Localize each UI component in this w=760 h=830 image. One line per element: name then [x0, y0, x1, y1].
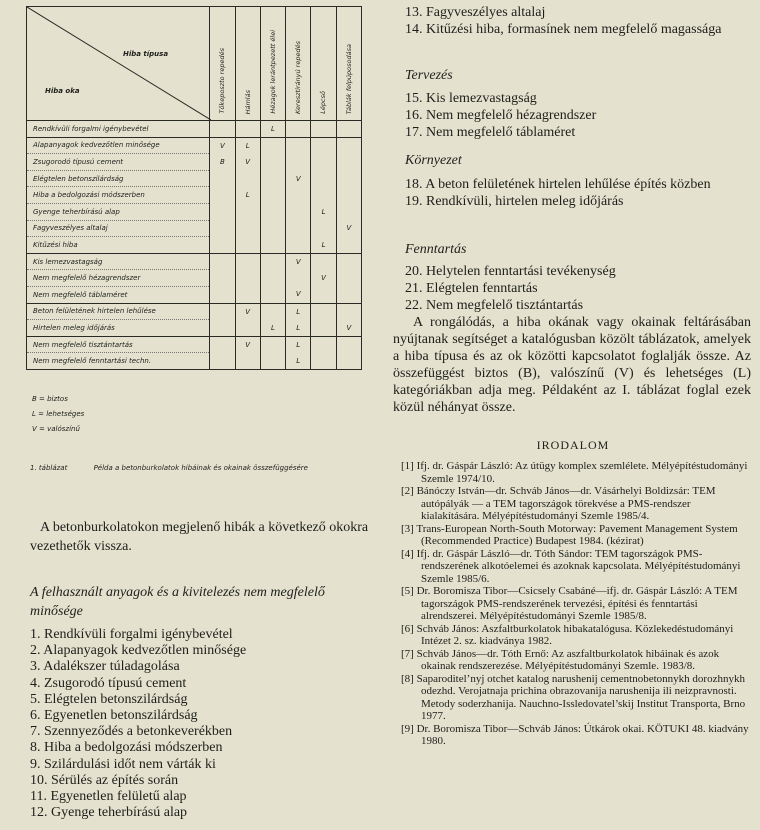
mark-cell: [311, 220, 336, 237]
mark-cell: [210, 220, 235, 237]
list-item: 7. Szennyeződés a betonkeverékben: [30, 724, 233, 740]
column-header: Tőkeposzto repedés: [210, 7, 235, 121]
mark-cell: B: [210, 154, 235, 171]
mark-cell: [311, 170, 336, 187]
cause-cell: Hirtelen meleg időjárás: [27, 320, 210, 337]
list-item: 17. Nem megfelelő táblaméret: [405, 125, 576, 140]
mark-cell: [336, 237, 361, 254]
legend-item: B = biztos: [32, 395, 68, 403]
right-column: [393, 0, 753, 830]
mark-cell: [235, 237, 260, 254]
mark-cell: [260, 170, 285, 187]
cause-cell: Gyenge teherbírású alap: [27, 203, 210, 220]
mark-cell: [336, 154, 361, 171]
list-item: 13. Fagyveszélyes altalaj: [405, 5, 546, 20]
table-row: [27, 237, 362, 254]
list-item: 16. Nem megfelelő hézagrendszer: [405, 108, 597, 123]
reference-item: [7] Schváb János—dr. Tóth Ernő: Az aszfaltburkolatok hibáinak és azok okainak rendszerezése. Mélyépítéstudományi Szemle. 1983/8.: [401, 647, 720, 672]
table-row: [27, 336, 362, 353]
cause-cell: Kis lemezvastagság: [27, 253, 210, 270]
mark-cell: [235, 270, 260, 287]
intro-paragraph: A betonburkolatokon megjelenő hibák a következő okokra vezethetők vissza.: [30, 520, 369, 554]
table-row: [27, 154, 362, 171]
legend-item: L = lehetséges: [32, 410, 85, 418]
mark-cell: [336, 336, 361, 353]
list-item: 15. Kis lemezvastagság: [405, 91, 537, 106]
mark-cell: V: [336, 220, 361, 237]
references-list: [401, 460, 751, 748]
mark-cell: V: [286, 253, 311, 270]
mark-cell: [311, 336, 336, 353]
list-item: 1. Rendkívüli forgalmi igénybevétel: [30, 627, 233, 642]
reference-item: [5] Dr. Boromisza Tibor—Csicsely Csabáné—ifj. dr. Gáspár László: A TEM tagországok PMS-rendszerének tervezési, építési és fenntartási alrendszerei. Mélyépítéstudományi Szemle 1985/8.: [401, 585, 738, 622]
environment-list: [405, 176, 750, 210]
mark-cell: [235, 203, 260, 220]
list-item: 19. Rendkívüli, hirtelen meleg időjárás: [405, 194, 624, 209]
mark-cell: [336, 270, 361, 287]
cause-cell: Fagyveszélyes altalaj: [27, 220, 210, 237]
list-item: 5. Elégtelen betonszilárdság: [30, 691, 188, 707]
list-item: 2. Alapanyagok kedvezőtlen minősége: [30, 643, 247, 659]
reference-item: [6] Schváb János: Aszfaltburkolatok hibakatalógusa. Közlekedéstudományi Intézet 2. sz. kiadványa 1982.: [401, 622, 734, 647]
mark-cell: [210, 187, 235, 204]
header-type-label: Hiba típusa: [123, 50, 169, 58]
list-item: 9. Szilárdulási időt nem várták ki: [30, 756, 216, 772]
list-item: 8. Hiba a bedolgozási módszerben: [30, 740, 223, 756]
diagonal-line: [27, 7, 211, 120]
cause-cell: Nem megfelelő hézagrendszer: [27, 270, 210, 287]
mark-cell: [235, 286, 260, 303]
column-header: Keresztirányú repedés: [286, 7, 311, 121]
cause-cell: Beton felületének hirtelen lehűlése: [27, 303, 210, 320]
mark-cell: L: [286, 353, 311, 370]
mark-cell: [210, 203, 235, 220]
mark-cell: [235, 220, 260, 237]
section-heading: A felhasznált anyagok és a kivitelezés nem megfelelő minősége: [30, 585, 325, 619]
cause-cell: Nem megfelelő táblaméret: [27, 286, 210, 303]
table-row: [27, 320, 362, 337]
mark-cell: [260, 303, 285, 320]
table-row: [27, 253, 362, 270]
mark-cell: [260, 270, 285, 287]
list-item: 3. Adalékszer túladagolása: [30, 659, 180, 675]
mark-cell: [260, 154, 285, 171]
cause-cell: Rendkívüli forgalmi igénybevétel: [27, 121, 210, 138]
maintenance-list: [405, 263, 750, 314]
table-row: [27, 203, 362, 220]
section-heading: Fenntartás: [405, 242, 467, 257]
reference-item: [3] Trans-European North-South Motorway: Pavement Management System (Recommended Practice) Budapest 1984. (kézirat): [401, 522, 738, 547]
mark-cell: [210, 253, 235, 270]
list-item: 18. A beton felületének hirtelen lehűlése építés közben: [405, 177, 711, 192]
mark-cell: [210, 336, 235, 353]
mark-cell: [210, 353, 235, 370]
mark-cell: [260, 187, 285, 204]
mark-cell: [210, 320, 235, 337]
mark-cell: L: [235, 187, 260, 204]
mark-cell: V: [286, 286, 311, 303]
mark-cell: V: [336, 320, 361, 337]
mark-cell: [336, 253, 361, 270]
reference-item: [1] Ifj. dr. Gáspár László: Az útügy komplex szemlélete. Mélyépítéstudományi Szemle 1974/10.: [401, 460, 748, 485]
column-header: Hámlás: [235, 7, 260, 121]
mark-cell: [336, 137, 361, 154]
cause-cell: Alapanyagok kedvezőtlen minősége: [27, 137, 210, 154]
table-row: [27, 353, 362, 370]
table-corner-header: [27, 7, 210, 121]
mark-cell: [286, 237, 311, 254]
list-item: 22. Nem megfelelő tisztántartás: [405, 298, 584, 313]
mark-cell: [260, 336, 285, 353]
mark-cell: [311, 303, 336, 320]
mark-cell: [311, 121, 336, 138]
caption-text: Példa a betonburkolatok hibáinak és okainak összefüggésére: [93, 464, 308, 472]
reference-item: [9] Dr. Boromisza Tibor—Schváb János: Útkárok okai. KÖTUKI 48. kiadvány 1980.: [401, 722, 749, 747]
mark-cell: [210, 286, 235, 303]
mark-cell: [336, 187, 361, 204]
header-cause-label: Hiba oka: [45, 87, 80, 95]
mark-cell: [210, 121, 235, 138]
mark-cell: L: [260, 320, 285, 337]
mark-cell: L: [235, 137, 260, 154]
mark-cell: [311, 137, 336, 154]
mark-cell: [311, 187, 336, 204]
mark-cell: V: [235, 336, 260, 353]
mark-cell: L: [311, 203, 336, 220]
mark-cell: [260, 203, 285, 220]
mark-cell: [210, 303, 235, 320]
mark-cell: [311, 286, 336, 303]
list-item: 4. Zsugorodó típusú cement: [30, 675, 187, 691]
table-row: [27, 170, 362, 187]
reference-item: [4] Ifj. dr. Gáspár László—dr. Tóth Sándor: TEM tagországok PMS-rendszerének alkotóelemei és azoknak kapcsolata. Mélyépítéstudományi Szemle 1985/6.: [401, 547, 741, 585]
cause-cell: Zsugorodó típusú cement: [27, 154, 210, 171]
mark-cell: [260, 237, 285, 254]
list-item: 14. Kitűzési hiba, formasínek nem megfelelő magassága: [405, 22, 722, 37]
mark-cell: [235, 353, 260, 370]
table-row: [27, 220, 362, 237]
mark-cell: [336, 203, 361, 220]
mark-cell: V: [286, 170, 311, 187]
mark-cell: [210, 237, 235, 254]
mark-cell: [260, 137, 285, 154]
mark-cell: [260, 353, 285, 370]
mark-cell: L: [260, 121, 285, 138]
mark-cell: [210, 270, 235, 287]
mark-cell: [286, 187, 311, 204]
cause-cell: Nem megfelelő tisztántartás: [27, 336, 210, 353]
mark-cell: V: [311, 270, 336, 287]
table-row: [27, 286, 362, 303]
mark-cell: [336, 121, 361, 138]
mark-cell: [286, 137, 311, 154]
mark-cell: [336, 286, 361, 303]
mark-cell: [286, 154, 311, 171]
table-caption: [30, 462, 360, 474]
mark-cell: L: [311, 237, 336, 254]
mark-cell: [210, 170, 235, 187]
mark-cell: [260, 220, 285, 237]
section-heading: Tervezés: [405, 68, 453, 83]
list-item: 20. Helytelen fenntartási tevékenység: [405, 264, 616, 279]
mark-cell: [235, 121, 260, 138]
mark-cell: [235, 320, 260, 337]
cause-cell: Hiba a bedolgozási módszerben: [27, 187, 210, 204]
table-row: [27, 137, 362, 154]
mark-cell: [235, 253, 260, 270]
list-item: 12. Gyenge teherbírású alap: [30, 805, 188, 821]
mark-cell: [235, 170, 260, 187]
mark-cell: [286, 220, 311, 237]
cause-list: [30, 627, 246, 821]
column-header: Táblák felpúposodása: [336, 7, 361, 121]
references-heading: IRODALOM: [536, 438, 610, 452]
mark-cell: [286, 203, 311, 220]
cause-cell: Nem megfelelő fenntartási techn.: [27, 353, 210, 370]
table-body: [27, 121, 362, 370]
list-item: 21. Elégtelen fenntartás: [405, 281, 538, 296]
mark-cell: L: [286, 320, 311, 337]
table-row: [27, 121, 362, 138]
section-heading: Környezet: [405, 153, 462, 168]
mark-cell: L: [286, 303, 311, 320]
table-row: [27, 270, 362, 287]
cause-list-continued: [405, 4, 750, 38]
legend-item: V = valószínű: [32, 425, 80, 433]
mark-cell: [311, 320, 336, 337]
mark-cell: [311, 353, 336, 370]
cause-cell: Elégtelen betonszilárdság: [27, 170, 210, 187]
mark-cell: [260, 253, 285, 270]
mark-cell: [336, 303, 361, 320]
caption-number: 1. táblázat: [30, 464, 68, 472]
mark-cell: V: [235, 154, 260, 171]
reference-item: [2] Bánóczy István—dr. Schváb János—dr. Vásárhelyi Boldizsár: TEM autópályák — a TEM tagországok törekvése a PMS-rendszer kialakítására. Mélyépítéstudományi Szemle 1985/4.: [401, 485, 716, 522]
design-list: [405, 90, 750, 141]
reference-item: [8] Saparoditel’nyj otchet katalog narushenij cementnobetonnykh dorozhnykh odezhd. Verojatnaja prichina obrazovanija narushenija ili neizpravnosti. Metody soderzhanija. Nauchno-Issledovatel’skij Institut Transporta, Brno 1977.: [401, 672, 746, 722]
mark-cell: [286, 270, 311, 287]
list-item: 6. Egyenetlen betonszilárdság: [30, 708, 198, 724]
table-row: [27, 187, 362, 204]
cause-type-table: [26, 6, 362, 370]
mark-cell: [286, 121, 311, 138]
mark-cell: [336, 353, 361, 370]
mark-cell: [311, 154, 336, 171]
mark-cell: [260, 286, 285, 303]
mark-cell: V: [210, 137, 235, 154]
cause-cell: Kitűzési hiba: [27, 237, 210, 254]
table-row: [27, 303, 362, 320]
column-header: Lépcső: [311, 7, 336, 121]
mark-cell: [311, 253, 336, 270]
mark-cell: L: [286, 336, 311, 353]
column-header: Hézagok lerántpezett élei: [260, 7, 285, 121]
list-item: 10. Sérülés az építés során: [30, 772, 179, 788]
list-item: 11. Egyenetlen felületű alap: [30, 789, 187, 805]
body-paragraph: A rongálódás, a hiba okának vagy okainak feltárásában nyújtanak segítséget a katalógusban közölt táblázatok, amelyek a hiba típusa és az ok közötti kapcsolatot foglalják össze. Az összefüggést biztos (B), valószínű (V) és lehetséges (L) kategóriákban adja meg. Példaként az I. táblázat foglal ezek közül néhányat össze.: [393, 315, 751, 415]
mark-cell: [336, 170, 361, 187]
mark-cell: V: [235, 303, 260, 320]
